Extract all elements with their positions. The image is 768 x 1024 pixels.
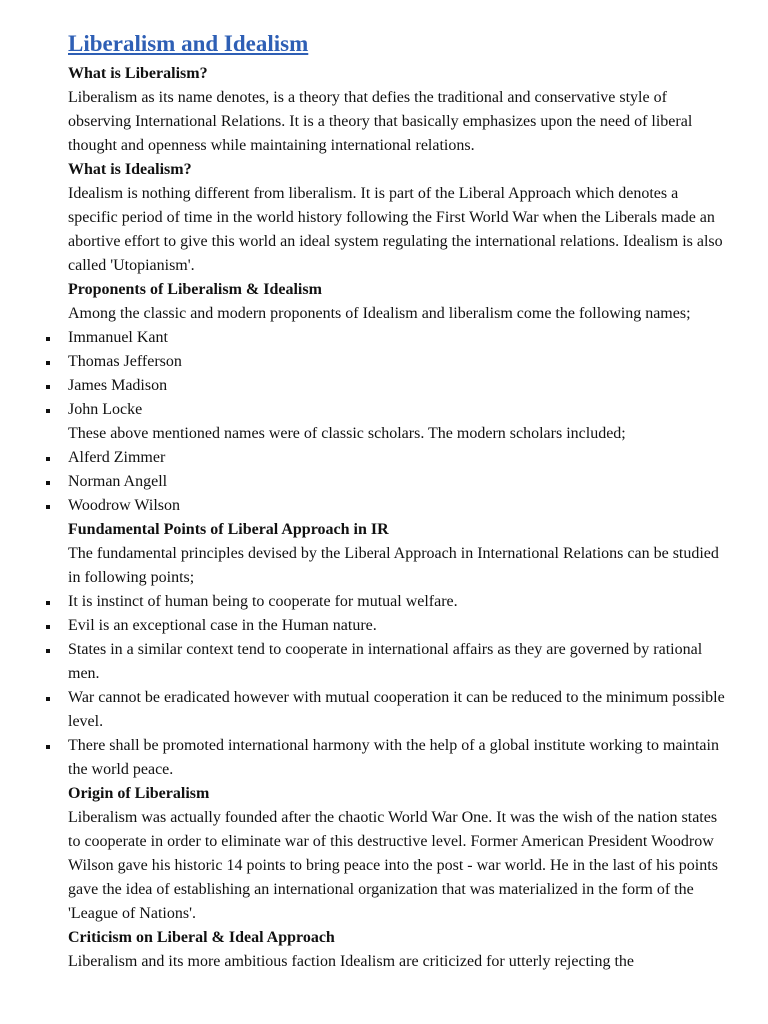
section-fundamental-points [68, 518, 728, 782]
classic-proponents-list [68, 326, 728, 422]
list-item: Norman Angell [68, 470, 728, 494]
list-item: War cannot be eradicated however with mutual cooperation it can be reduced to the minimum possible level. [68, 686, 728, 734]
fundamental-points-list [68, 590, 728, 782]
modern-proponents-list [68, 446, 728, 518]
section-paragraph: Among the classic and modern proponents of Idealism and liberalism come the following names; [68, 305, 691, 322]
section-paragraph: Idealism is nothing different from liberalism. It is part of the Liberal Approach which denotes a specific period of time in the world history following the First World War when the Liberals made an abortive effort to give this world an ideal system regulating the international relations. Idealism is also called 'Utopianism'. [68, 185, 723, 274]
section-criticism [68, 926, 728, 974]
section-heading: Fundamental Points of Liberal Approach in IR [68, 521, 389, 538]
section-paragraph: The fundamental principles devised by the Liberal Approach in International Relations can be studied in following points; [68, 545, 719, 586]
section-origin [68, 782, 728, 926]
section-paragraph: Liberalism was actually founded after the chaotic World War One. It was the wish of the nation states to cooperate in order to eliminate war of this destructive level. Former American President Woodrow Wilson gave his historic 14 points to bring peace into the post - war world. He in the last of his points gave the idea of establishing an international organization that was materialized in the form of the 'League of Nations'. [68, 809, 718, 922]
section-paragraph: Liberalism and its more ambitious faction Idealism are criticized for utterly rejecting the [68, 953, 635, 970]
list-item: Thomas Jefferson [68, 350, 728, 374]
section-heading: Criticism on Liberal & Ideal Approach [68, 929, 335, 946]
document-title: Liberalism and Idealism [68, 31, 309, 56]
section-heading: Origin of Liberalism [68, 785, 210, 802]
list-item: States in a similar context tend to cooperate in international affairs as they are governed by rational men. [68, 638, 728, 686]
section-proponents [68, 278, 728, 518]
list-item: Alferd Zimmer [68, 446, 728, 470]
section-heading: What is Liberalism? [68, 65, 208, 82]
list-item: Woodrow Wilson [68, 494, 728, 518]
list-item: There shall be promoted international harmony with the help of a global institute working to maintain the world peace. [68, 734, 728, 782]
section-paragraph: Liberalism as its name denotes, is a theory that defies the traditional and conservative style of observing International Relations. It is a theory that basically emphasizes upon the need of liberal thought and openness while maintaining international relations. [68, 89, 693, 154]
list-item: James Madison [68, 374, 728, 398]
section-what-is-liberalism [68, 62, 728, 158]
list-item: John Locke [68, 398, 728, 422]
list-item: It is instinct of human being to cooperate for mutual welfare. [68, 590, 728, 614]
section-heading: What is Idealism? [68, 161, 192, 178]
section-heading: Proponents of Liberalism & Idealism [68, 281, 322, 298]
section-paragraph: These above mentioned names were of classic scholars. The modern scholars included; [68, 425, 626, 442]
document-body [68, 28, 728, 974]
list-item: Evil is an exceptional case in the Human nature. [68, 614, 728, 638]
list-item: Immanuel Kant [68, 326, 728, 350]
section-what-is-idealism [68, 158, 728, 278]
